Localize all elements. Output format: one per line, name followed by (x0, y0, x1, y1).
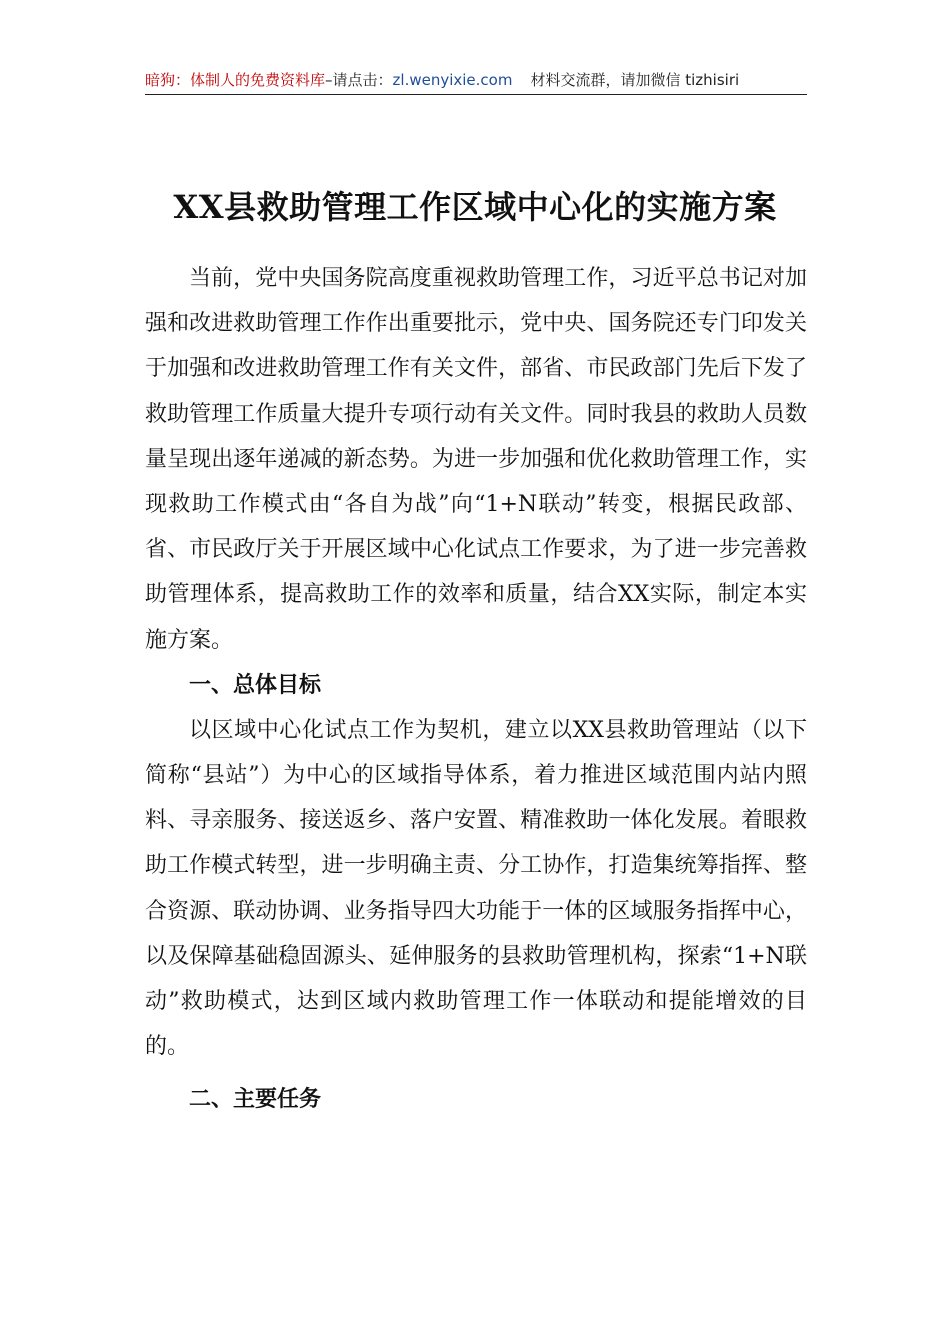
header-divider (145, 94, 807, 95)
section-1-paragraph: 以区域中心化试点工作为契机，建立以XX县救助管理站（以下简称“县站”）为中心的区域指导体系，着力推进区域范围内站内照料、寻亲服务、接送返乡、落户安置、精准救助一体化发展。着眼救助工作模式转型，进一步明确主责、分工协作，打造集统筹指挥、整合资源、联动协调、业务指导四大功能于一体的区域服务指挥中心，以及保障基础稳固源头、延伸服务的县救助管理机构，探索“1+N联动”救助模式，达到区域内救助管理工作一体联动和提能增效的目的。 (145, 717, 807, 1060)
header-brand: 暗狗：体制人的免费资料库 (145, 71, 326, 89)
header-contact: 材料交流群，请加微信 tizhisiri (530, 71, 740, 89)
page-header (145, 66, 805, 94)
document-title: XX县救助管理工作区域中心化的实施方案 (173, 188, 777, 227)
header-url-link[interactable]: zl.wenyixie.com (392, 71, 513, 89)
section-heading-1: 一、总体目标 (189, 672, 322, 698)
document-body (145, 256, 807, 1122)
intro-paragraph: 当前，党中央国务院高度重视救助管理工作，习近平总书记对加强和改进救助管理工作作出重要批示，党中央、国务院还专门印发关于加强和改进救助管理工作有关文件，部省、市民政部门先后下发了救助管理工作质量大提升专项行动有关文件。同时我县的救助人员数量呈现出逐年递减的新态势。为进一步加强和优化救助管理工作，实现救助工作模式由“各自为战”向“1+N联动”转变，根据民政部、省、市民政厅关于开展区域中心化试点工作要求，为了进一步完善救助管理体系，提高救助工作的效率和质量，结合XX实际，制定本实施方案。 (145, 266, 807, 653)
header-prompt: –请点击： (325, 71, 393, 89)
section-heading-2: 二、主要任务 (189, 1087, 322, 1113)
